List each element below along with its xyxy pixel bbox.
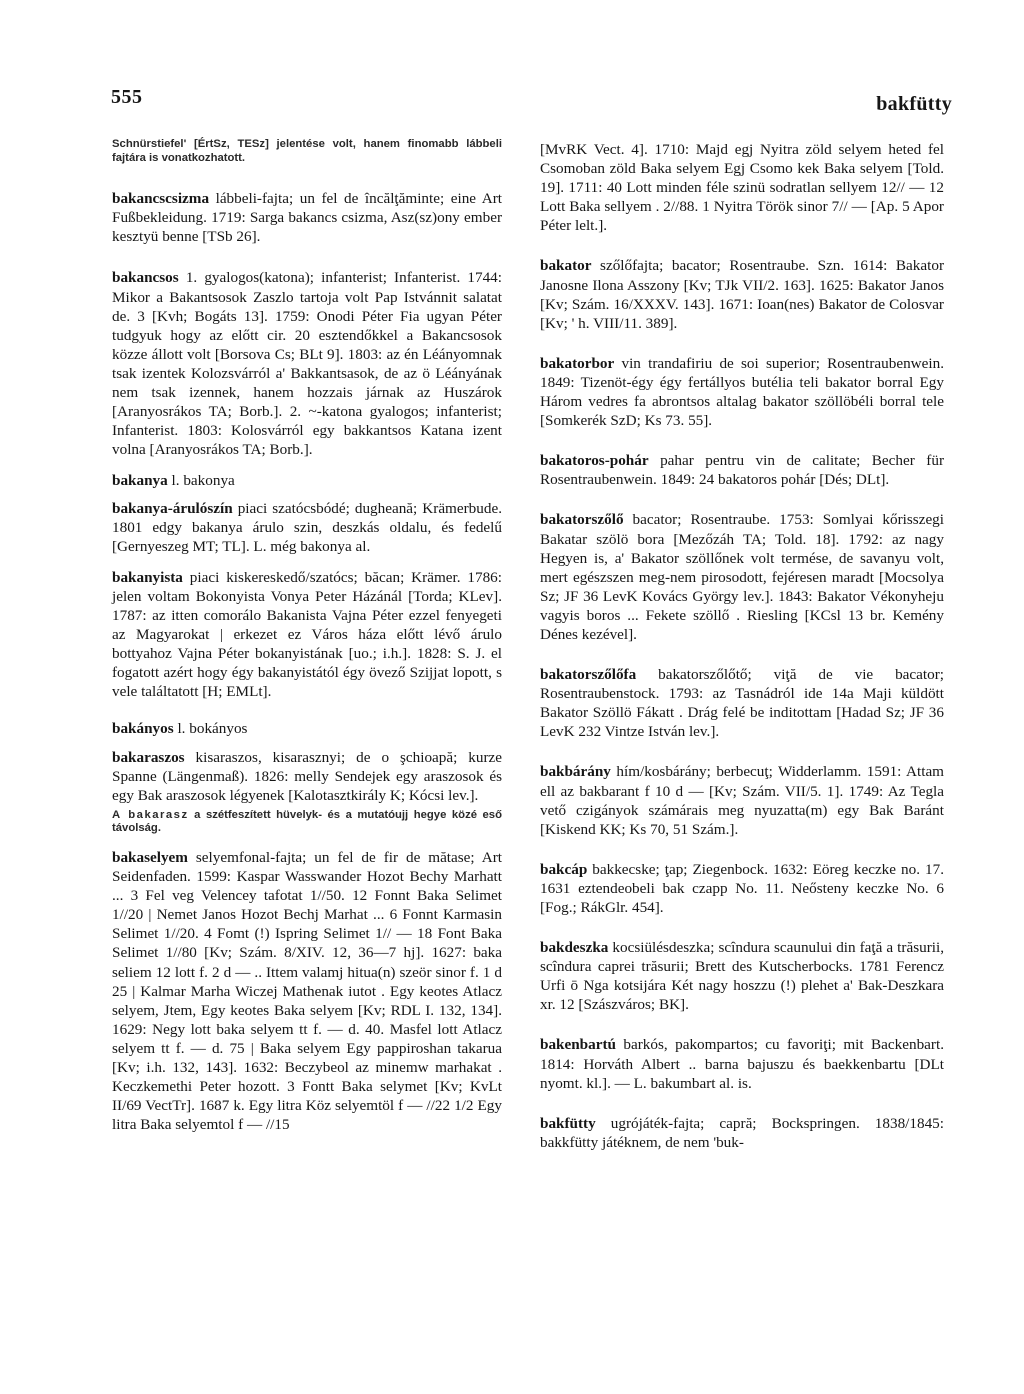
entry-text: szőlőfajta; bacator; Rosentraube. Szn. 1614: Bakator Janosne Ilona Asszony [Kv; TJk VII/2. 163]. 1625: Bakator Janos [Kv; Szám. 16/XXXV. 143]. 1671: Ioan(nes) Bakator de Colosvar [Kv; ' h. VIII/11. 389].	[540, 257, 944, 332]
headword: bakanya-árulószín	[112, 500, 233, 517]
headword: bakancsos	[112, 269, 179, 287]
footnote-continuation	[112, 138, 502, 165]
entry-text: kisaraszos, kisarasznyi; de o şchioapă; kurze Spanne (Längenmaß). 1826: melly Sendejek egy araszosok és egy Bak araszosok légyenek [Kalotasztkirály K; Kócsi lev.].	[112, 748, 502, 804]
dictionary-entry	[540, 256, 944, 332]
headword: bakatorszőlőfa	[540, 666, 637, 684]
dictionary-entry	[112, 719, 502, 738]
headword: bakatorszőlő	[540, 511, 624, 529]
headword: bakdeszka	[540, 939, 609, 957]
headword: bakcáp	[540, 860, 588, 878]
dictionary-entry	[540, 451, 944, 489]
entry-text: kocsiülésdeszka; scîndura scaunului din faţă a trăsurii, scîndura caprei trăsurii; Brett des Kutscherbocks. 1781 Ferencz Urfi ō Nga kotsijára Két nagy hoszzu (!) plehet a' Bak-Deszkara xr. 12 [Szászváros; BK].	[540, 939, 944, 1014]
entry-text: ugrójáték-fajta; capră; Bockspringen. 1838/1845: bakkfütty játéknem, de nem 'buk-	[540, 1114, 944, 1151]
entry-text: piaci kiskereskedő/szatócs; băcan; Krämer. 1786: jelen voltam Bokonyista Vonya Peter Házánál [Torda; KLev]. 1787: az itten comorálo Bakanista Vajna Péter ezzel fenyegeti az Magyarokat | erkezet ez Város háza előtt lévő árulo bottyahoz Vajna Péter bokanyistának [uo.; i.h.]. 1828: S. J. el fogatott azért hogy égy bakanyistától égy övező Szijjat lopott, s vele találtatott [H; EMLt].	[112, 568, 502, 701]
entry-text: piaci szatócsbódé; dugheană; Krämerbude. 1801 edgy bakanya árulo szin, deszkás oldalu, és fedelű [Gernyeszeg MT; TL]. L. még bakonya al.	[112, 500, 502, 556]
entry-text: l. bakonya	[167, 471, 235, 489]
left-column	[112, 138, 502, 1146]
dictionary-entry	[112, 748, 502, 805]
dictionary-entry	[540, 762, 944, 838]
entry-text: pahar pentru vin de calitate; Becher für Rosentraubenwein. 1849: 24 bakatoros pohár [Dés; DLt].	[540, 452, 944, 489]
headword: bakbárány	[540, 763, 611, 781]
dictionary-entry	[540, 510, 944, 644]
dictionary-entry	[540, 860, 944, 917]
dictionary-entry	[540, 665, 944, 741]
dictionary-entry	[112, 568, 502, 702]
right-column	[540, 140, 944, 1163]
headword: bakaraszos	[112, 748, 185, 766]
note-text: a szétfeszített hüvelyk- és a mutatóujj hegye közé eső távolság.	[112, 808, 502, 835]
entry-text: bacator; Rosentraube. 1753: Somlyai kőrisszegi Bakatar szölö bora [Mezőzáh TA; Told. 18]. 1792: az nagy Hegyen is, a' Bakator szöllőnek volt termése, de savanyu volt, mert egészszen meg-nem pirosodott, fejéresen maradt [Mocsolya Sz; JF 36 LevK Kovács György lev.]. 1843: Bakator Vékonyheju vagyis boros ... Fekete szöllő . Riesling [KCsl 13 br. Kemény Dénes kezével].	[540, 511, 944, 643]
dictionary-entry	[112, 499, 502, 556]
headword: bakanyista	[112, 568, 183, 586]
headword: bakatoros-pohár	[540, 452, 649, 470]
headword: bakancscsizma	[112, 190, 210, 208]
running-head: bakfütty	[876, 93, 952, 115]
headword: bakator	[540, 257, 592, 275]
dictionary-entry	[540, 354, 944, 430]
dictionary-entry	[540, 1114, 944, 1152]
headword: bakfütty	[540, 1114, 596, 1132]
entry-text: lábbeli-fajta; un fel de încălţăminte; eine Art Fußbekleidung. 1719: Sarga bakancs csizma, Asz(sz)ony ember kesztyü benne [TSb 26].	[112, 190, 502, 246]
headword: bakányos	[112, 720, 174, 738]
entry-text: bakatorszőlőtő; viţă de vie bacator; Rosentraubenstock. 1793: az Tasnádról ide 14a Maji küldött Bakator Szöllö Fákatt . Drág felé be inditottam [Hadad Sz; JF 36 LevK 232 Vintze István lev.].	[540, 666, 944, 741]
headword: bakanya	[112, 471, 168, 489]
note-spaced-term: A bakarasz	[112, 808, 189, 821]
dictionary-entry	[540, 938, 944, 1014]
entry-text: bakkecske; ţap; Ziegenbock. 1632: Eöreg keczke no. 17. 1631 eztendeobeli bak czapp No. 11. Neősteny keczke No. 6 [Fog.; RákGlr. 454].	[540, 860, 944, 916]
dictionary-entry	[112, 189, 502, 246]
entry-continuation	[540, 140, 944, 235]
headword: bakenbartú	[540, 1036, 616, 1054]
entry-text: [MvRK Vect. 4]. 1710: Majd egj Nyitra zöld selyem heted fel Csomoban zöld Baka selyem Egj Csomo kek Baka selyem [Told. 19]. 1711: 40 Lott minden féle szinü sodratlan sellyem 12// — 12 Lott Baka sellyem . 2//88. 1 Nyitra Török sinor 7// — [Ap. 5 Apor Péter lelt.].	[540, 141, 944, 235]
entry-text: l. bokányos	[173, 720, 248, 738]
headword: bakatorbor	[540, 354, 615, 372]
dictionary-entry	[112, 471, 502, 490]
entry-text: 1. gyalogos(katona); infanterist; Infanterist. 1744: Mikor a Bakantsosok Zaszlo tartoja volt Pap Istvánnit salatat de. 3 [Kvh; Bogáts 13]. 1759: Onodi Péter Fia ugyan Péter tudgyuk hogy az előtt cir. 20 esztendőkkel a Bakancsosok közze állott volt [Borsova Cs; BLt 9]. 1803: az én Léányomnak tsak izentek Kolozsvárról a' Bakkantsasok, de az ö Léányának nem tsak izennek, hanem hozzais járnak az Huszárok [Aranyosrákos TA; Borb.]. 2. ~-katona gyalogos; infanterist; Infanterist. 1803: Kolosvárról egy bakkantsos Katana izent volna [Aranyosrákos TA; Borb.].	[112, 269, 502, 459]
entry-text: barkós, pakompartos; cu favoriţi; mit Backenbart. 1814: Horváth Albert .. barna bajuszu és baekkenbartu [DLt nyomt. kl.]. — L. bakumbart al. is.	[540, 1036, 944, 1092]
entry-text: vin trandafiriu de soi superior; Rosentraubenwein. 1849: Tizenöt-égy égy fertállyos butélia teli bakator borral Egy Három vedres fa abrontsos altalag bakator szöllöbéli borral tele [Somkerék SzD; Ks 73. 55].	[540, 354, 944, 430]
entry-text: selyemfonal-fajta; un fel de fir de mătase; Art Seidenfaden. 1599: Kaspar Wasswander Hozot Bechy Marhatt ... 3 Fel veg Velencey tafotat 1//50. 12 Fonnt Baka Selimet 1//20 | Nemet Janos Hozot Bechj Marhat ... 6 Fonnt Karmasin Selimet 1//20. 4 Fomt (!) Ispring Selimet 1// — 18 Font Baka Selimet 1//80 [Kv; Szám. 8/XIV. 12, 36—7 hj]. 1627: baka seliem 12 lott f. 2 d — .. Ittem valamj hitua(n) szeör sinor f. 1 d 25 | Kalmar Marha Wiczej Mathenak iutot . Egy keotes Atlacz selyem, Jtem, Egy keotes Baka selyem [Kv; RDL I. 132, 134]. 1629: Negy lott baka selyem tt f. — d. 40. Masfel lott Atlacz selyem tt f. — d. 75 | Baka selyem Egy pappiroshan takarua [Kv; i.h. 132, 143]. 1632: Beczybeol az minemw marhakat . Keczkemethi Peter hozott. 3 Fontt Baka selymet [Kv; KvLt II/69 VectTr]. 1687 k. Egy litra Köz selyemtöl f — //22 1/2 Egy litra Baka selyemtol f — //15	[112, 849, 502, 1134]
dictionary-entry	[540, 1035, 944, 1092]
usage-note	[112, 809, 502, 836]
page-number: 555	[111, 86, 143, 108]
entry-text: hím/kosbárány; berbecuţ; Widderlamm. 1591: Attam ell az bakbarant f 10 d — [Kv; Szám. VII/5. 1]. 1749: Az Tegla vető czigányok számárais meg nyuzatta(m) egy Bak Baránt [Kiskend KK; Ks 70, 51 Szám.].	[540, 763, 944, 838]
note-text: Schnürstiefel' [ÉrtSz, TESz] jelentése volt, hanem finomabb lábbeli fajtára is vonatkozhatott.	[112, 138, 502, 164]
dictionary-entry	[112, 848, 502, 1134]
headword: bakaselyem	[112, 849, 188, 866]
dictionary-entry	[112, 268, 502, 459]
